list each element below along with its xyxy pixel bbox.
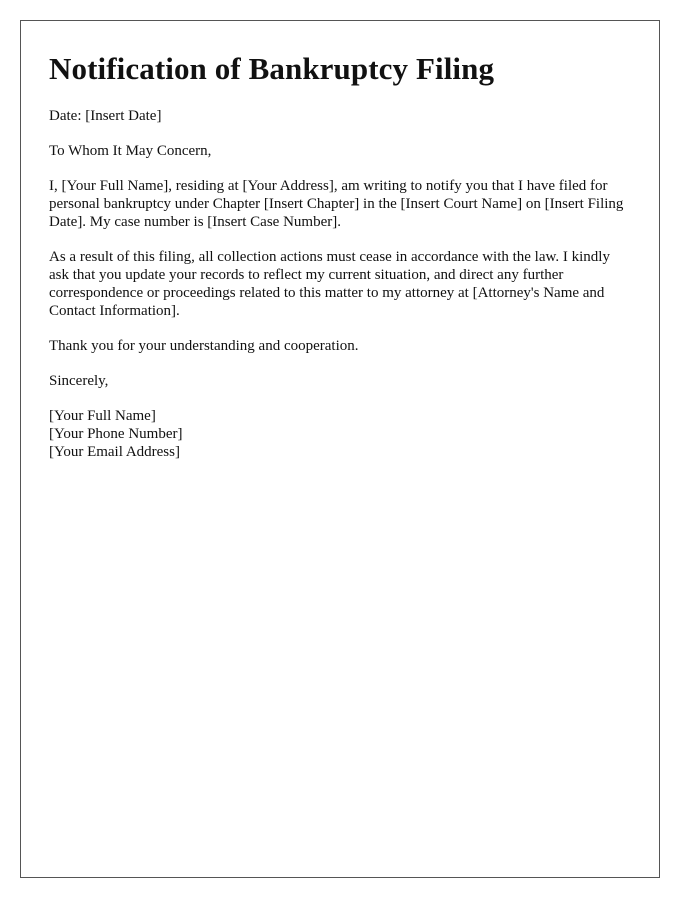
signature-block	[49, 407, 633, 461]
signature-email: [Your Email Address]	[49, 444, 180, 460]
body-paragraph-filing: I, [Your Full Name], residing at [Your Address], am writing to notify you that I have filed for personal bankruptcy under Chapter [Insert Chapter] in the [Insert Court Name] on [Insert Filing Date]. My case number is [Insert Case Number].	[49, 178, 624, 230]
body-paragraph-thanks: Thank you for your understanding and cooperation.	[49, 338, 359, 354]
letter-content	[49, 51, 633, 461]
closing: Sincerely,	[49, 373, 109, 389]
salutation: To Whom It May Concern,	[49, 143, 212, 159]
signature-name: [Your Full Name]	[49, 408, 156, 424]
date-line: Date: [Insert Date]	[49, 108, 162, 124]
page-title: Notification of Bankruptcy Filing	[49, 51, 495, 86]
signature-phone: [Your Phone Number]	[49, 426, 183, 442]
letter-page	[20, 20, 660, 878]
body-paragraph-request: As a result of this filing, all collection actions must cease in accordance with the law. I kindly ask that you update your records to reflect my current situation, and direct any further correspondence or proceedings related to this matter to my attorney at [Attorney's Name and Contact Information].	[49, 249, 610, 319]
